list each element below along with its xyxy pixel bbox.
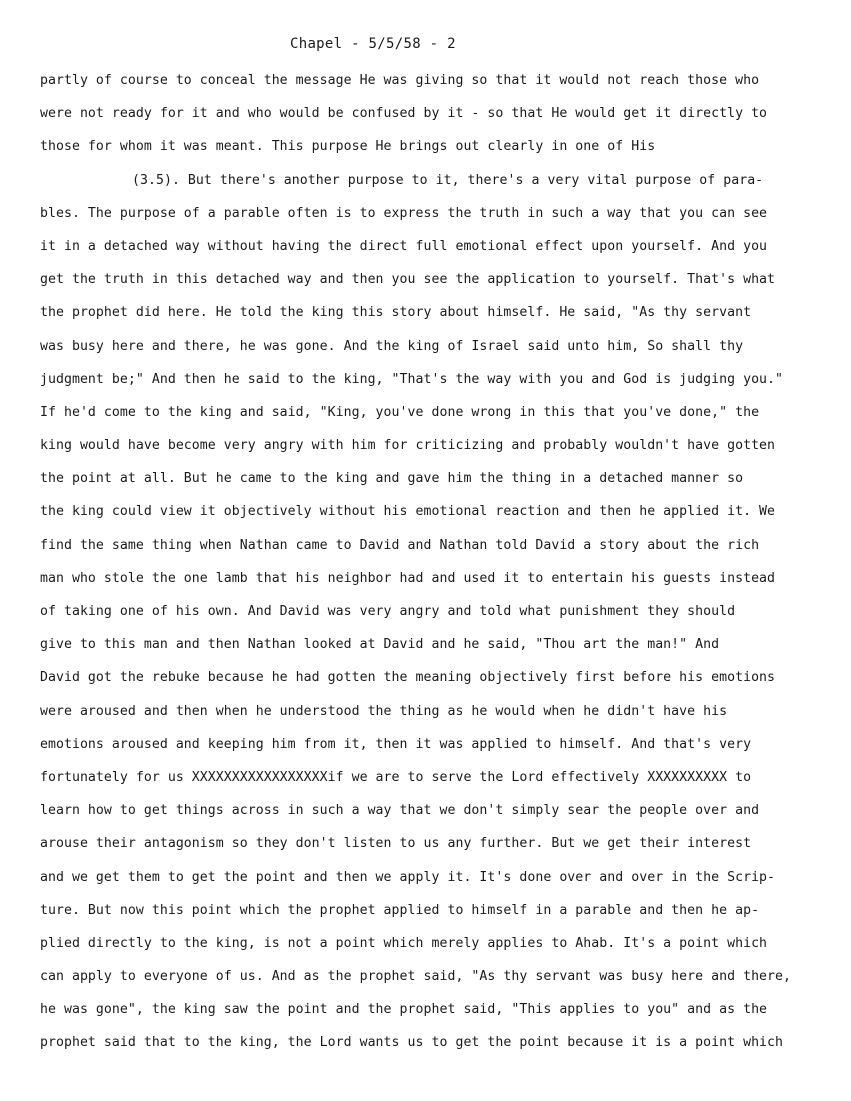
text-line: were not ready for it and who would be confused by it - so that He would get it directly to	[40, 106, 768, 122]
text-line: the prophet did here. He told the king this story about himself. He said, "As thy servant	[40, 305, 752, 321]
text-line: king would have become very angry with him for criticizing and probably wouldn't have gotten	[40, 438, 776, 454]
text-line: he was gone", the king saw the point and the prophet said, "This applies to you" and as the	[40, 1002, 768, 1018]
text-line: the king could view it objectively without his emotional reaction and then he applied it. We	[40, 504, 776, 520]
body-text	[40, 70, 840, 1066]
text-line: prophet said that to the king, the Lord wants us to get the point because it is a point which	[40, 1035, 784, 1051]
text-line: can apply to everyone of us. And as the prophet said, "As thy servant was busy here and there,	[40, 969, 792, 985]
text-line: man who stole the one lamb that his neighbor had and used it to entertain his guests instead	[40, 570, 776, 586]
text-line: was busy here and there, he was gone. And the king of Israel said unto him, So shall thy	[40, 338, 744, 354]
text-line: If he'd come to the king and said, "King, you've done wrong in this that you've done," the	[40, 404, 760, 420]
text-line: arouse their antagonism so they don't listen to us any further. But we get their interest	[40, 836, 752, 852]
text-line: the point at all. But he came to the king and gave him the thing in a detached manner so	[40, 471, 744, 487]
text-line: give to this man and then Nathan looked at David and he said, "Thou art the man!" And	[40, 637, 720, 653]
text-line: judgment be;" And then he said to the king, "That's the way with you and God is judging you."	[40, 371, 784, 387]
text-line: were aroused and then when he understood the thing as he would when he didn't have his	[40, 703, 728, 719]
text-line: and we get them to get the point and then we apply it. It's done over and over in the Scrip-	[40, 869, 776, 885]
text-line: (3.5). But there's another purpose to it, there's a very vital purpose of para-	[132, 172, 764, 188]
text-line: get the truth in this detached way and then you see the application to yourself. That's what	[40, 272, 776, 288]
text-line: emotions aroused and keeping him from it, then it was applied to himself. And that's very	[40, 736, 752, 752]
text-line: it in a detached way without having the direct full emotional effect upon yourself. And you	[40, 238, 768, 254]
text-line: ture. But now this point which the prophet applied to himself in a parable and then he ap-	[40, 902, 760, 918]
text-line: find the same thing when Nathan came to David and Nathan told David a story about the rich	[40, 537, 760, 553]
text-line: those for whom it was meant. This purpose He brings out clearly in one of His	[40, 139, 656, 155]
text-line: of taking one of his own. And David was very angry and told what punishment they should	[40, 604, 736, 619]
text-line: partly of course to conceal the message He was giving so that it would not reach those who	[40, 73, 760, 88]
text-line: David got the rebuke because he had gotten the meaning objectively first before his emotions	[40, 670, 776, 686]
text-line: plied directly to the king, is not a point which merely applies to Ahab. It's a point which	[40, 935, 768, 951]
text-line: bles. The purpose of a parable often is to express the truth in such a way that you can see	[40, 205, 768, 221]
text-line: fortunately for us XXXXXXXXXXXXXXXXXif we are to serve the Lord effectively XXXXXXXXXX to	[40, 769, 752, 785]
text-line: learn how to get things across in such a way that we don't simply sear the people over and	[40, 803, 760, 819]
page-header: Chapel - 5/5/58 - 2	[290, 36, 456, 52]
